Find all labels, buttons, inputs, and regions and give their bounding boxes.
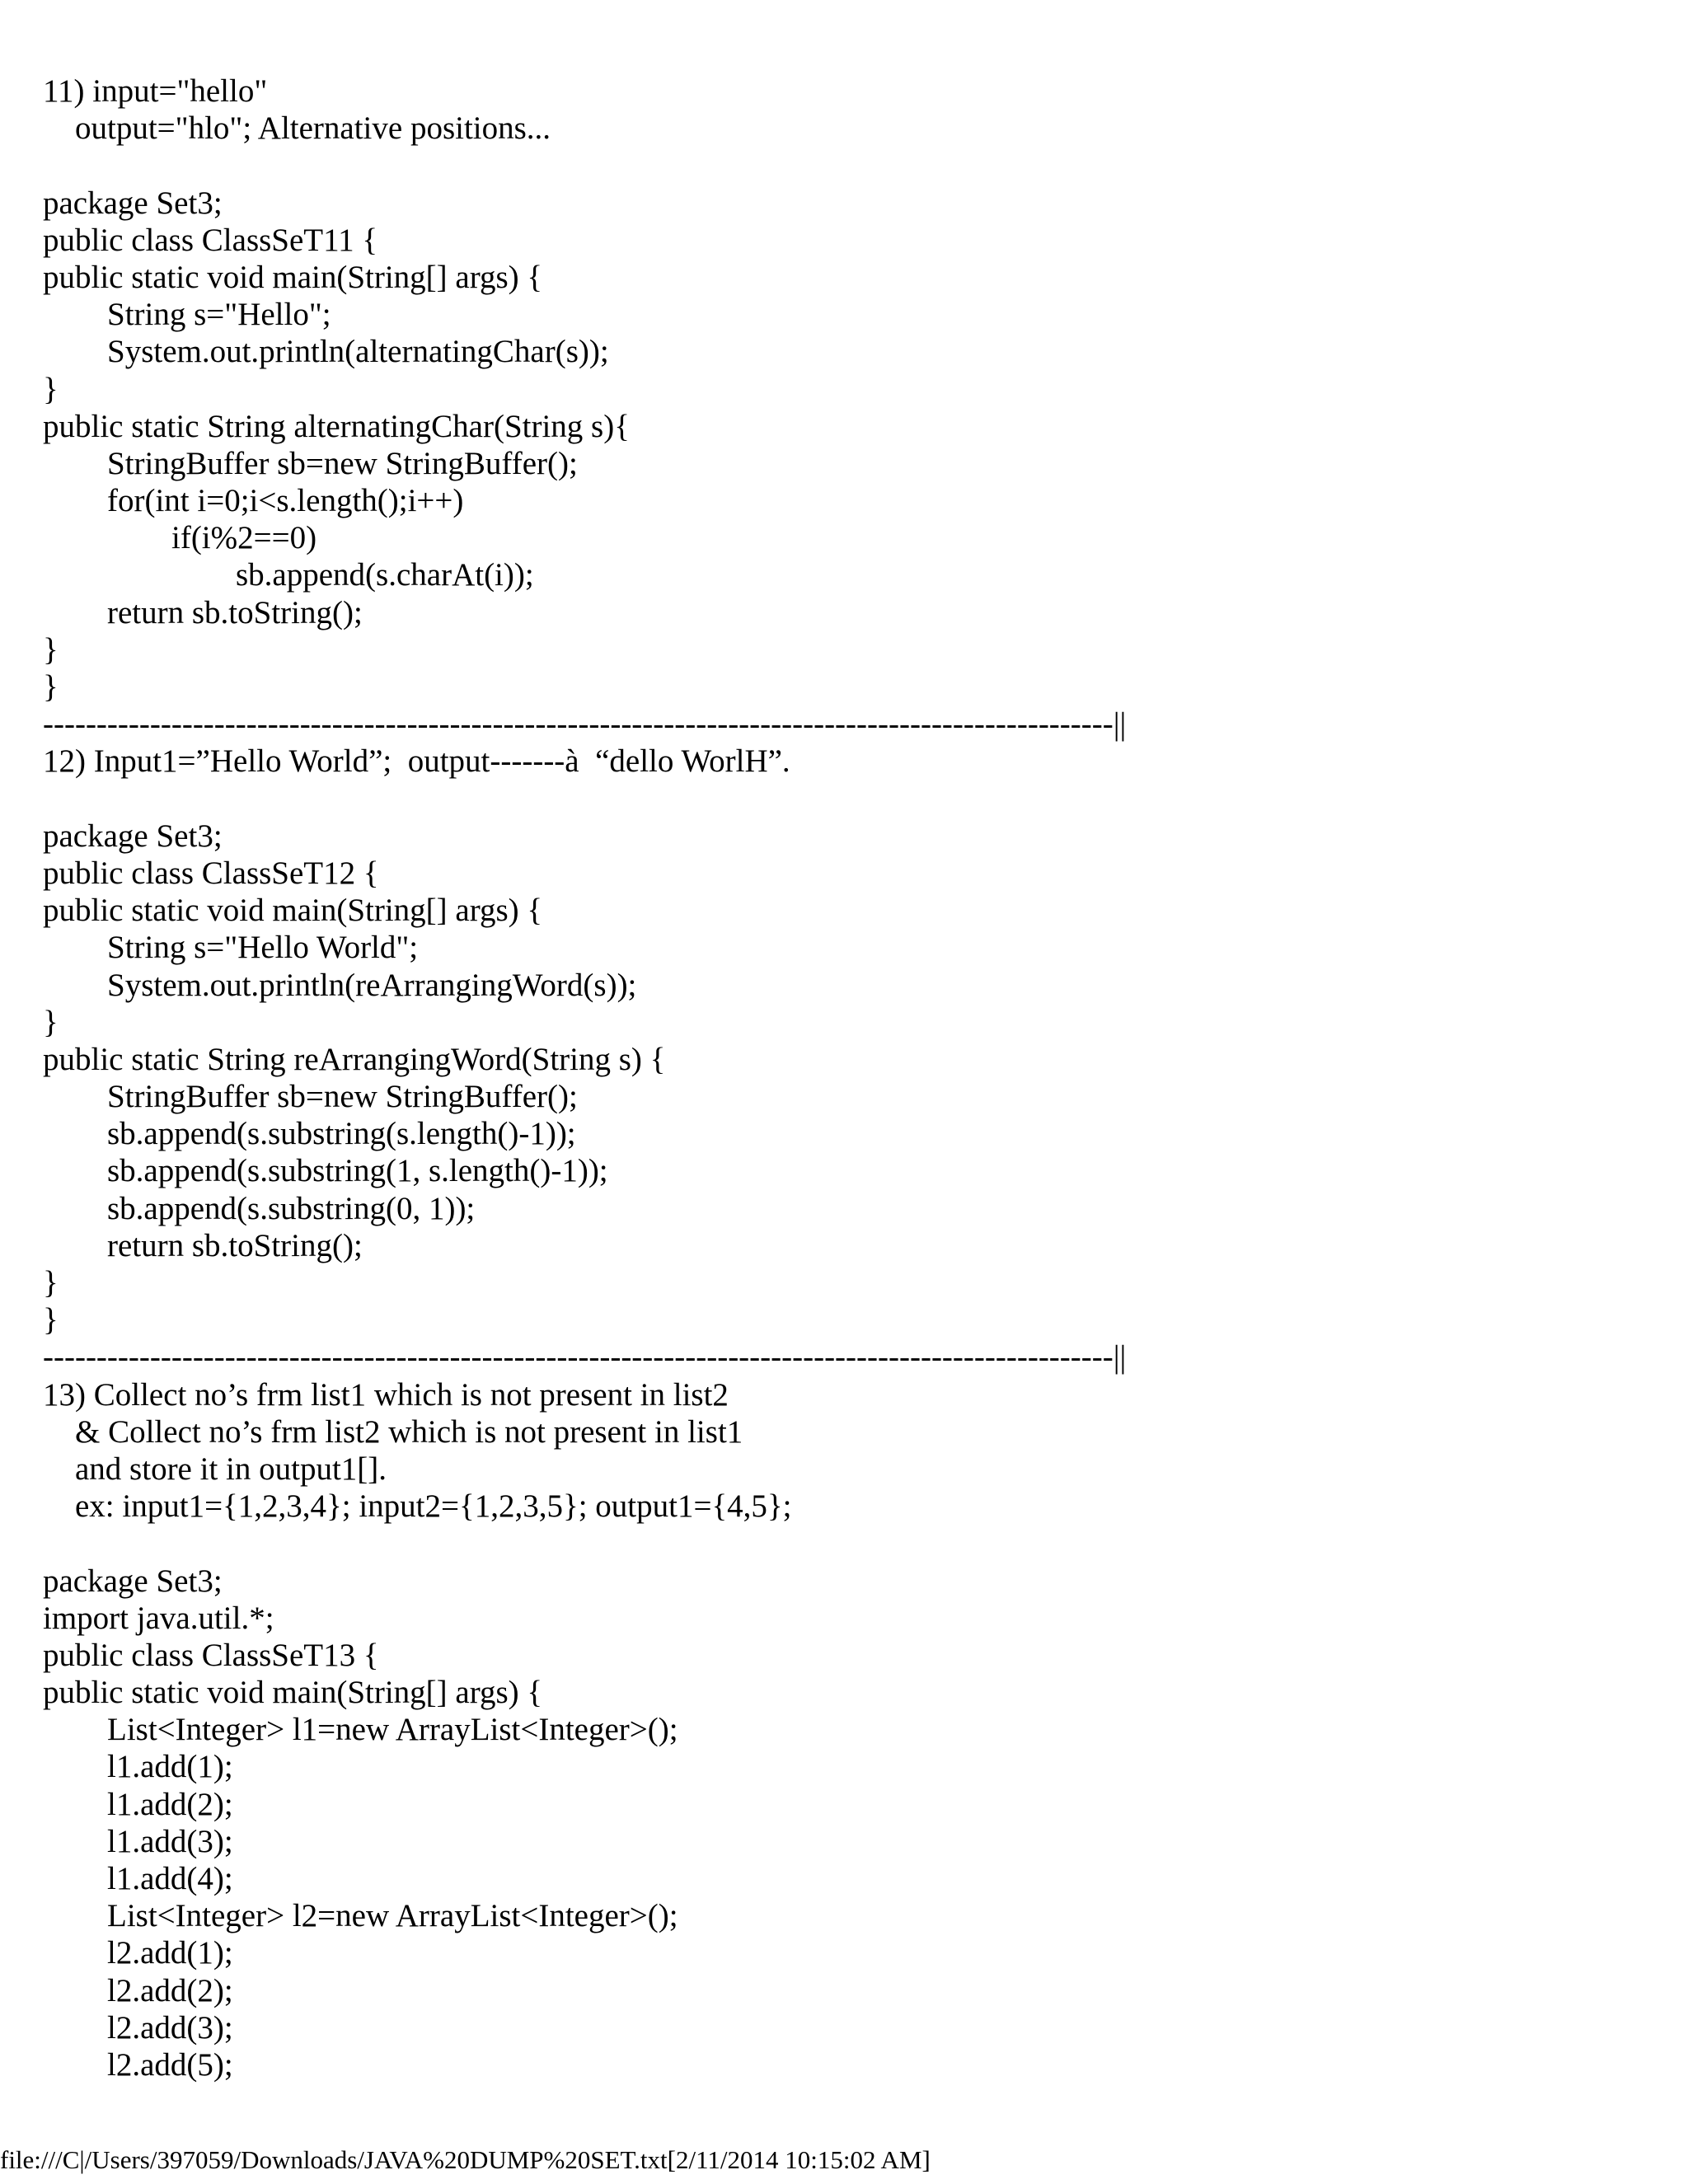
text-line: } xyxy=(43,1265,59,1301)
text-line: ----------------------------------------------------------------------------------------------------|| xyxy=(43,1339,1127,1376)
text-line: package Set3; xyxy=(43,185,223,221)
text-line: } xyxy=(43,631,59,668)
text-line: ----------------------------------------------------------------------------------------------------|| xyxy=(43,706,1127,743)
page-footer-url: file:///C|/Users/397059/Downloads/JAVA%20DUMP%20SET.txt[2/11/2014 10:15:02 AM] xyxy=(0,2145,931,2174)
text-line: List<Integer> l1=new ArrayList<Integer>(); xyxy=(43,1712,678,1748)
text-line: String s="Hello"; xyxy=(43,297,331,333)
text-line xyxy=(43,780,1658,818)
text-line: public class ClassSeT13 { xyxy=(43,1637,379,1673)
text-line: output="hlo"; Alternative positions... xyxy=(43,110,551,147)
text-line: } xyxy=(43,1302,59,1338)
document-body xyxy=(43,73,1658,2083)
text-line: l2.add(2); xyxy=(43,1972,233,2008)
text-line: ex: input1={1,2,3,4}; input2={1,2,3,5}; output1={4,5}; xyxy=(43,1488,792,1525)
text-line: return sb.toString(); xyxy=(43,1227,363,1263)
text-line: package Set3; xyxy=(43,1563,223,1599)
text-line: StringBuffer sb=new StringBuffer(); xyxy=(43,1079,578,1115)
text-line: public static String reArrangingWord(String s) { xyxy=(43,1041,666,1077)
text-line: return sb.toString(); xyxy=(43,594,363,630)
text-line: sb.append(s.substring(s.length()-1)); xyxy=(43,1116,576,1152)
text-line xyxy=(43,147,1658,184)
text-line: public class ClassSeT12 { xyxy=(43,855,379,891)
text-line: sb.append(s.charAt(i)); xyxy=(43,557,534,593)
text-line: } xyxy=(43,669,59,705)
text-line: public static void main(String[] args) { xyxy=(43,893,543,929)
text-line: l2.add(5); xyxy=(43,2046,233,2083)
text-line: System.out.println(reArrangingWord(s)); xyxy=(43,967,637,1003)
text-line: sb.append(s.substring(1, s.length()-1)); xyxy=(43,1153,608,1189)
text-line: } xyxy=(43,371,59,407)
text-line: and store it in output1[]. xyxy=(43,1451,387,1487)
text-line: & Collect no’s frm list2 which is not present in list1 xyxy=(43,1413,743,1450)
text-line: 13) Collect no’s frm list1 which is not present in list2 xyxy=(43,1376,729,1413)
text-line: import java.util.*; xyxy=(43,1600,274,1636)
text-line: sb.append(s.substring(0, 1)); xyxy=(43,1190,476,1226)
text-line: l1.add(1); xyxy=(43,1749,233,1785)
text-line: String s="Hello World"; xyxy=(43,930,419,966)
text-line: l1.add(3); xyxy=(43,1823,233,1859)
text-line: public static void main(String[] args) { xyxy=(43,1675,543,1711)
text-line: StringBuffer sb=new StringBuffer(); xyxy=(43,445,578,481)
text-line: l1.add(4); xyxy=(43,1861,233,1896)
text-line: } xyxy=(43,1004,59,1040)
text-line: for(int i=0;i<s.length();i++) xyxy=(43,483,464,519)
text-line: public static String alternatingChar(String s){ xyxy=(43,408,630,444)
text-line: l2.add(1); xyxy=(43,1935,233,1971)
text-line: public class ClassSeT11 { xyxy=(43,222,378,258)
text-line: 11) input="hello" xyxy=(43,73,268,109)
text-line: List<Integer> l2=new ArrayList<Integer>(); xyxy=(43,1898,678,1934)
text-line: l1.add(2); xyxy=(43,1786,233,1822)
text-line: package Set3; xyxy=(43,818,223,854)
text-line: 12) Input1=”Hello World”; output-------à “dello WorlH”. xyxy=(43,743,790,780)
text-line: System.out.println(alternatingChar(s)); xyxy=(43,334,609,370)
text-line: public static void main(String[] args) { xyxy=(43,259,543,295)
text-line: if(i%2==0) xyxy=(43,520,317,556)
text-line: l2.add(3); xyxy=(43,2009,233,2046)
text-line xyxy=(43,1525,1658,1562)
